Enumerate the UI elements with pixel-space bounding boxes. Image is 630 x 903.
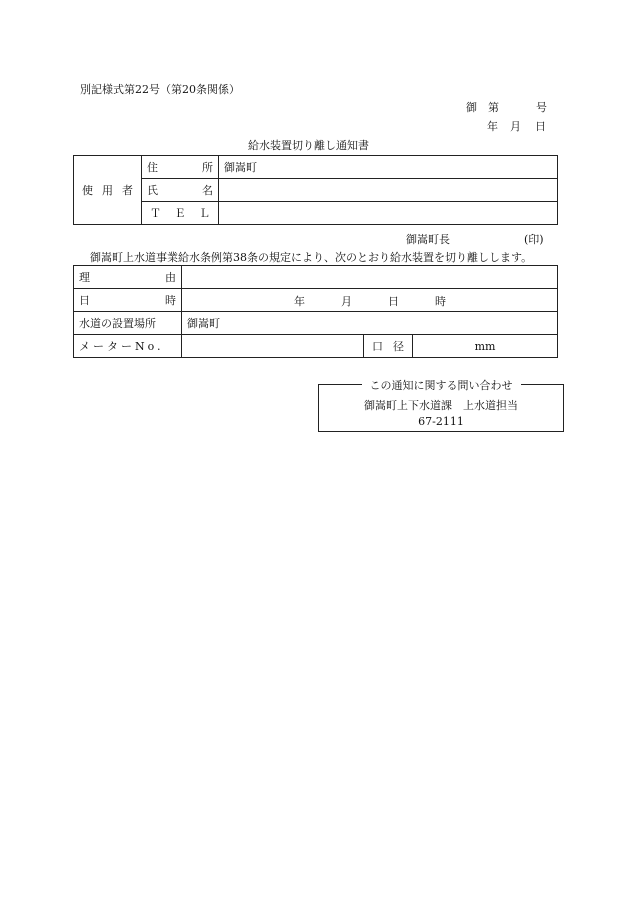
tel-label: Ｔ Ｅ Ｌ <box>142 202 219 225</box>
location-field[interactable]: 御嵩町 <box>182 312 558 335</box>
contact-dept: 御嵩町上下水道課 上水道担当 <box>364 399 518 412</box>
diameter-label: 口 径 <box>364 335 413 358</box>
meter-label: メーターNo. <box>74 335 182 358</box>
table-row <box>74 289 558 312</box>
meter-field[interactable] <box>182 335 364 358</box>
diameter-unit: mm <box>474 339 496 353</box>
contact-phone: 67-2111 <box>418 415 464 428</box>
address-field[interactable]: 御嵩町 <box>219 156 558 179</box>
name-label: 氏 名 <box>142 179 219 202</box>
table-row <box>74 312 558 335</box>
table-row <box>74 156 558 179</box>
table-row <box>74 179 558 202</box>
contact-box <box>318 379 564 432</box>
datetime-day-unit: 日 <box>388 295 399 308</box>
issuer-name: 御嵩町長 <box>406 233 450 246</box>
doc-number-prefix: 御 <box>466 101 477 114</box>
datetime-field[interactable] <box>182 289 558 312</box>
user-table <box>73 155 558 225</box>
date-year: 年 <box>487 120 498 133</box>
contact-title: この通知に関する問い合わせ <box>319 377 563 393</box>
datetime-year-unit: 年 <box>294 295 305 308</box>
statement-text: 御嵩町上水道事業給水条例第38条の規定により、次のとおり給水装置を切り離しします。 <box>90 251 533 264</box>
reason-label: 理 由 <box>74 266 182 289</box>
form-reference: 別記様式第22号（第20条関係） <box>80 83 240 96</box>
detail-table <box>73 265 558 358</box>
datetime-label: 日 時 <box>74 289 182 312</box>
name-field[interactable] <box>219 179 558 202</box>
datetime-hour-unit: 時 <box>435 295 446 308</box>
issuer-seal: (印) <box>524 233 544 246</box>
date-day: 日 <box>535 120 546 133</box>
doc-number-dai: 第 <box>488 101 499 114</box>
date-month: 月 <box>510 120 521 133</box>
table-row <box>74 335 558 358</box>
page-title: 給水装置切り離し通知書 <box>248 139 369 152</box>
address-label: 住 所 <box>142 156 219 179</box>
doc-number-go: 号 <box>536 101 547 114</box>
location-label: 水道の設置場所 <box>74 312 182 335</box>
tel-field[interactable] <box>219 202 558 225</box>
table-row <box>74 202 558 225</box>
table-row <box>74 266 558 289</box>
user-group-label: 使 用 者 <box>74 156 142 225</box>
diameter-field[interactable] <box>413 335 558 358</box>
reason-field[interactable] <box>182 266 558 289</box>
datetime-month-unit: 月 <box>341 295 352 308</box>
